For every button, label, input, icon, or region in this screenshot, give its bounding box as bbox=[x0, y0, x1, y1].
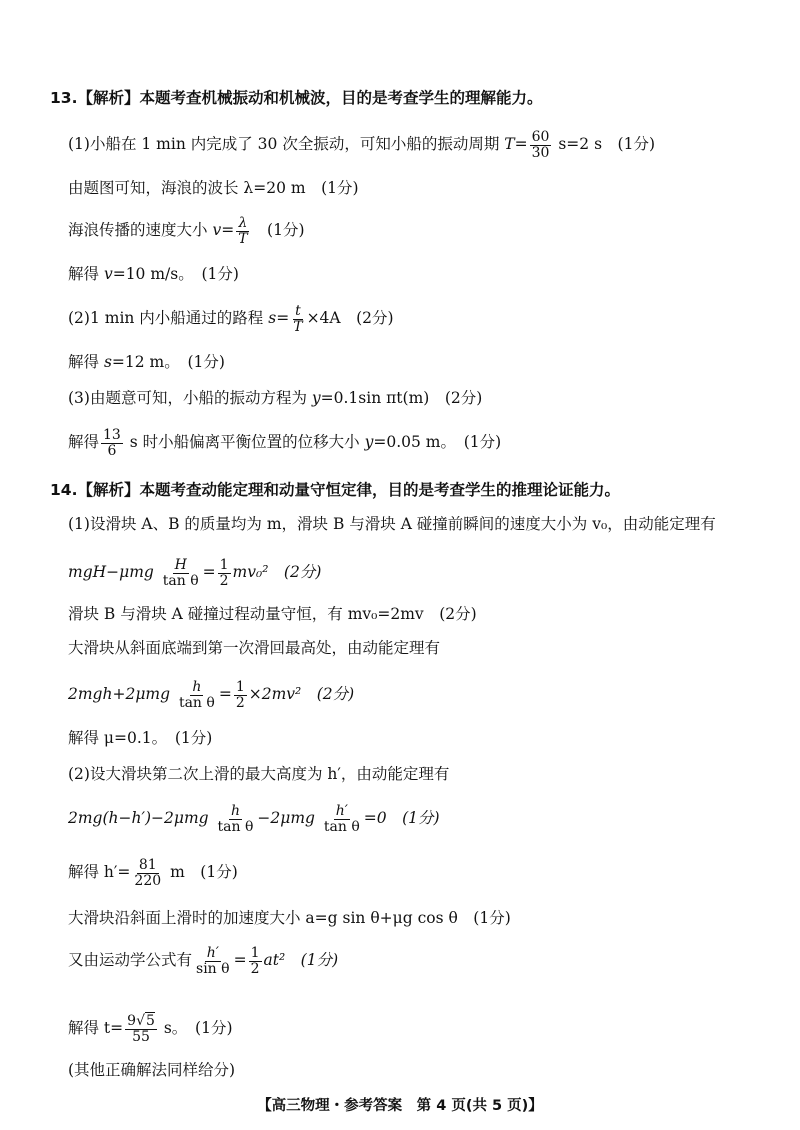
q14-l2-num1: H bbox=[174, 557, 187, 573]
q13-line-2: 由题图可知，海浪的波长 λ=20 m (1分) bbox=[68, 179, 359, 197]
q14-l12-num: 9√5 bbox=[127, 1013, 155, 1029]
q13-l4-pre: 解得 bbox=[68, 265, 104, 283]
q14-l5-pre: 2mgh+2μmg bbox=[68, 685, 175, 704]
q13-line-6 bbox=[68, 350, 225, 374]
q14-l11-eq: = bbox=[233, 951, 247, 970]
q14-l12-num-coef: 9 bbox=[127, 1013, 137, 1029]
q14-l5-eq: = bbox=[218, 685, 232, 704]
q14-l8-pre: 2mg(h−h′)−2μmg bbox=[68, 809, 214, 828]
q13-l5-post: ×4A (2分) bbox=[306, 309, 394, 328]
q14-line-3: 滑块 B 与滑块 A 碰撞过程动量守恒，有 mv₀=2mv (2分) bbox=[68, 605, 477, 623]
q14-l11-num2: 1 bbox=[250, 945, 260, 961]
q14-l2-post: mv₀² (2分) bbox=[232, 563, 322, 582]
q14-l9-pre: 解得 h′= bbox=[68, 863, 131, 882]
q14-l11-fraction-2 bbox=[249, 946, 262, 976]
q14-l5-fraction-2 bbox=[234, 680, 247, 710]
q14-line-12 bbox=[68, 1014, 233, 1044]
q14-l8-fraction-2 bbox=[322, 804, 362, 834]
q13-l8-mid: s 时小船偏离平衡位置的位移大小 bbox=[124, 433, 365, 452]
q13-line-3: 海浪传播的速度大小 v= $\frac{\lambda}{T}$ (1分) bbox=[68, 215, 305, 247]
q14-l12-num-radicand: 5 bbox=[146, 1013, 155, 1029]
q14-l8-mid: −2μmg bbox=[257, 809, 320, 828]
q14-l8-den2: tan θ bbox=[323, 818, 360, 835]
q13-l3-fraction bbox=[236, 216, 249, 246]
q13-l3-num: λ bbox=[238, 215, 248, 231]
q14-l2-den2: 2 bbox=[219, 572, 229, 589]
page-footer: 【高三物理・参考答案 第 4 页(共 5 页)】 bbox=[257, 1098, 543, 1114]
q13-line-5: (2)1 min 内小船通过的路程 s= $\frac{t}{T}$ ×4A (2分) bbox=[68, 303, 394, 335]
q13-l1-den: 30 bbox=[531, 144, 550, 161]
q14-line-13: (其他正确解法同样给分) bbox=[68, 1061, 236, 1079]
q14-l8-den1: tan θ bbox=[217, 818, 254, 835]
q14-l2-fraction-2 bbox=[218, 558, 231, 588]
q14-l5-num1: h bbox=[192, 679, 202, 695]
q14-l2-eq: = bbox=[202, 563, 216, 582]
q14-l11-den1: sin θ bbox=[196, 960, 230, 977]
q13-l1-post: s=2 s (1分) bbox=[553, 135, 655, 154]
q13-l5-fraction bbox=[291, 304, 304, 334]
q14-line-6: 解得 μ=0.1。 (1分) bbox=[68, 729, 213, 747]
q13-l3-var: v bbox=[212, 221, 222, 240]
q14-line-7: (2)设大滑块第二次上滑的最大高度为 h′，由动能定理有 bbox=[68, 765, 450, 783]
q13-l1-pre: (1)小船在 1 min 内完成了 30 次全振动，可知小船的振动周期 bbox=[68, 135, 505, 154]
q13-l1-fraction bbox=[530, 130, 552, 160]
q14-line-9 bbox=[68, 858, 238, 888]
q14-l12-post: s。 (1分) bbox=[158, 1019, 233, 1038]
q13-l7-var: y bbox=[311, 389, 321, 407]
q13-l7-pre: (3)由题意可知，小船的振动方程为 bbox=[68, 389, 312, 407]
q14-l9-post: m (1分) bbox=[165, 863, 238, 882]
q14-l2-num2: 1 bbox=[219, 557, 229, 573]
q13-l8-post: =0.05 m。 (1分) bbox=[373, 433, 502, 452]
q13-l1-num: 60 bbox=[531, 129, 550, 145]
q14-l2-fraction-1 bbox=[161, 558, 201, 588]
q13-l5-pre: (2)1 min 内小船通过的路程 bbox=[68, 309, 269, 328]
q14-line-11 bbox=[68, 946, 338, 976]
q14-l8-post: =0 (1分) bbox=[363, 809, 440, 828]
q14-l12-pre: 解得 t= bbox=[68, 1019, 124, 1038]
q13-l8-num: 13 bbox=[103, 427, 121, 443]
q14-heading: 14.【解析】本题考查动能定理和动量守恒定律，目的是考查学生的推理论证能力。 bbox=[50, 481, 620, 499]
q14-l11-fraction-1 bbox=[194, 946, 232, 976]
q13-l5-var: s bbox=[268, 309, 277, 328]
q14-line-8 bbox=[68, 804, 440, 834]
q14-l5-post: ×2mv² (2分) bbox=[248, 685, 355, 704]
q13-l4-post: =10 m/s。 (1分) bbox=[112, 265, 239, 283]
q14-l9-fraction bbox=[132, 858, 163, 888]
q14-l9-den: 220 bbox=[134, 872, 162, 889]
q14-l5-den1: tan θ bbox=[178, 694, 215, 711]
q13-l1-var: T bbox=[504, 135, 515, 154]
q14-l5-fraction-1 bbox=[177, 680, 217, 710]
q13-l7-post: =0.1sin πt(m) (2分) bbox=[320, 389, 483, 407]
q14-line-2 bbox=[68, 558, 321, 588]
q14-l11-den2: 2 bbox=[250, 960, 260, 977]
q14-l5-num2: 1 bbox=[235, 679, 245, 695]
q14-line-4: 大滑块从斜面底端到第一次滑回最高处，由动能定理有 bbox=[68, 639, 441, 657]
q14-l8-fraction-1 bbox=[216, 804, 256, 834]
q13-l6-pre: 解得 bbox=[68, 353, 104, 371]
q14-l11-pre: 又由运动学公式有 bbox=[68, 951, 193, 970]
q13-l8-pre: 解得 bbox=[68, 433, 100, 452]
q14-line-1: (1)设滑块 A、B 的质量均为 m，滑块 B 与滑块 A 碰撞前瞬间的速度大小为 v₀，由动能定理有 bbox=[68, 515, 716, 533]
q13-l6-var: s bbox=[103, 353, 112, 371]
q13-l6-post: =12 m。 (1分) bbox=[111, 353, 225, 371]
q13-l5-num: t bbox=[295, 303, 301, 319]
q14-line-10: 大滑块沿斜面上滑时的加速度大小 a=g sin θ+μg cos θ (1分) bbox=[68, 909, 511, 927]
q14-l12-den: 55 bbox=[132, 1028, 150, 1045]
q13-l3-pre: 海浪传播的速度大小 bbox=[68, 221, 213, 240]
q14-l12-fraction bbox=[125, 1014, 157, 1044]
q13-l8-den: 6 bbox=[107, 442, 117, 459]
q13-line-1: (1)小船在 1 min 内完成了 30 次全振动，可知小船的振动周期 T= $\frac{60}{30}$ s=2 s (1分) bbox=[68, 129, 655, 161]
q14-l9-num: 81 bbox=[138, 857, 157, 873]
q14-l5-den2: 2 bbox=[235, 694, 245, 711]
q14-l11-num1: h′ bbox=[206, 945, 219, 961]
q14-l8-num2: h′ bbox=[335, 803, 348, 819]
q13-l8-fraction bbox=[101, 428, 123, 458]
q13-line-4 bbox=[68, 262, 239, 286]
q13-l5-den: T bbox=[293, 318, 303, 335]
q13-line-7 bbox=[68, 386, 482, 410]
q13-line-8 bbox=[68, 428, 501, 458]
q14-l2-pre: mgH−μmg bbox=[68, 563, 159, 582]
q13-l8-var: y bbox=[364, 433, 374, 452]
q13-heading: 13.【解析】本题考查机械振动和机械波，目的是考查学生的理解能力。 bbox=[50, 89, 543, 107]
q13-l4-var: v bbox=[103, 265, 113, 283]
q14-line-5 bbox=[68, 680, 354, 710]
q14-l11-post: at² (1分) bbox=[263, 951, 339, 970]
q14-l8-num1: h bbox=[230, 803, 240, 819]
q13-l3-den: T bbox=[238, 230, 248, 247]
q13-l3-post: (1分) bbox=[251, 221, 305, 240]
q14-l2-den1: tan θ bbox=[162, 572, 199, 589]
